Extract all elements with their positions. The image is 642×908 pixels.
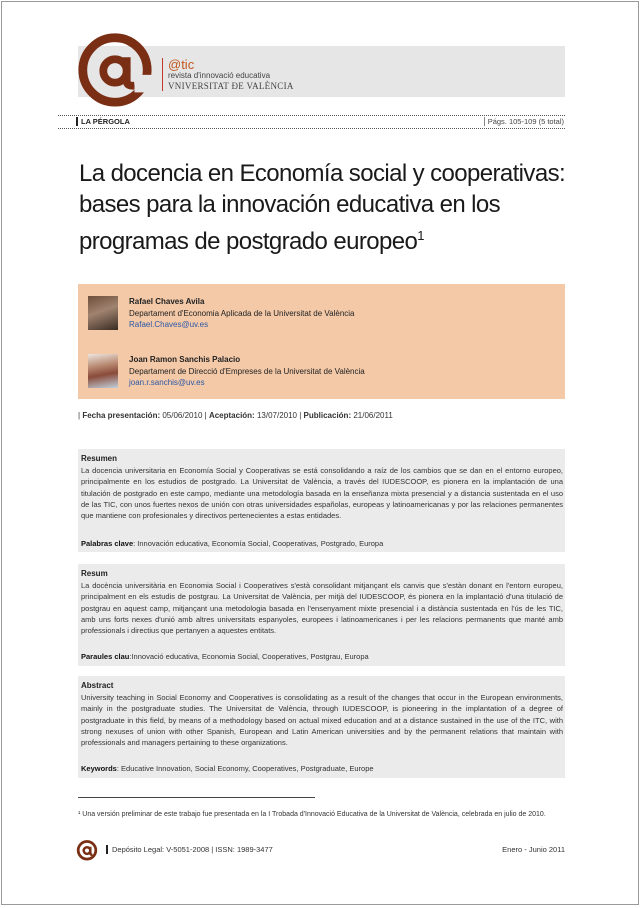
journal-at-logo-icon <box>76 30 154 108</box>
author-affiliation: Departament de Direcció d'Empreses de la Universitat de València <box>129 366 365 376</box>
keywords-values: Educative Innovation, Social Economy, Cooperatives, Postgraduate, Europe <box>121 764 374 773</box>
university-name: VNIVERSITAT ÐE VALÈNCIA <box>168 81 294 91</box>
presented-date: 05/06/2010 <box>162 411 203 420</box>
author-info <box>129 354 549 389</box>
section-label: LA PÉRGOLA <box>76 117 130 126</box>
publication-dates: | Fecha presentación: 05/06/2010 | Aceptación: 13/07/2010 | Publicación: 21/06/2011 <box>78 411 393 420</box>
keywords-values: Innovació educativa, Economia Social, Cooperatives, Postgrau, Europa <box>131 652 369 661</box>
abstract-heading: Resum <box>81 569 108 578</box>
divider-bottom <box>58 128 565 129</box>
published-date: 21/06/2011 <box>353 411 393 420</box>
keywords-label: Keywords <box>81 764 117 773</box>
author-photo <box>88 296 118 330</box>
footer-legal: Depósito Legal: V-5051-2008 | ISSN: 1989-3477 <box>106 845 273 854</box>
published-label: Publicación: <box>303 411 352 420</box>
keywords-line: Palabras clave: Innovación educativa, Economía Social, Cooperativas, Postgrado, Europa <box>81 539 384 548</box>
keywords-line: Keywords: Educative Innovation, Social Economy, Cooperatives, Postgraduate, Europe <box>81 764 374 773</box>
authors-panel <box>78 284 565 399</box>
journal-brand <box>162 58 294 91</box>
abstract-heading: Resumen <box>81 454 118 463</box>
author-affiliation: Departament d'Economia Aplicada de la Universitat de València <box>129 308 355 318</box>
presented-label: Fecha presentación: <box>82 411 161 420</box>
footer-issue: Enero - Junio 2011 <box>502 845 565 854</box>
keywords-label: Palabras clave <box>81 539 134 548</box>
abstract-ca <box>78 564 565 666</box>
abstract-text: University teaching in Social Economy and Cooperatives is consolidating as a result of the changes that occur in the European environments, mainly in the postgraduate studies. The Universitat de València, through IUDESCOOP, is pioneering in the implantation of a degree of postgraduate in this field, by means of a methodology based on actual mixed education and at a distance sustained in the use of the ITC, with strong nexuses of union with other Spanish, European and Latin American universities and by the permanent relations that maintain with professionals and managers pertaining to these organizations. <box>81 693 563 748</box>
accepted-label: Aceptación: <box>208 411 255 420</box>
author-info <box>129 296 549 331</box>
keywords-line: Paraules clau:Innovació educativa, Economia Social, Cooperatives, Postgrau, Europa <box>81 652 369 661</box>
author-email[interactable]: joan.r.sanchis@uv.es <box>129 378 205 387</box>
abstract-text: La docència universitària en Economia Social i Cooperatives s'està consolidant mitjançant els canvis que s'estàn donant en l'entorn europeu, principalment en els estudis de postgrau. La Universitat de València, per mitjà del IUDESCOOP, és pionera en la implantació d'una titulació de postgrau en aquest camp, mitjançant una metodologia basada en l'ensenyament mixte presencial i a distància sustentada en l'ús de les TIC, amb uns forts nexes d'unió amb altres universitats espanyoles, europees i latinoamericanes i per les relacions permanents que manté amb professionals i directius que pertanyen a aquestes entitats. <box>81 581 563 636</box>
author-email[interactable]: Rafael.Chaves@uv.es <box>129 320 209 329</box>
author-name: Rafael Chaves Avila <box>129 297 205 306</box>
accepted-date: 13/07/2010 <box>256 411 298 420</box>
divider-top <box>58 115 565 116</box>
keywords-values: Innovación educativa, Economía Social, Cooperativas, Postgrado, Europa <box>137 539 384 548</box>
title-footnote-marker: 1 <box>417 228 424 243</box>
abstract-en <box>78 676 565 778</box>
pages-label: Págs. 105-109 (5 total) <box>484 117 564 126</box>
abstract-es <box>78 449 565 552</box>
journal-name: @tic <box>168 57 195 72</box>
author-photo <box>88 354 118 388</box>
footnote: ¹ Una versión preliminar de este trabajo fue presentada en la I Trobada d'Innovació Educativa de la Universitat de València, celebrada en julio de 2010. <box>78 811 546 818</box>
abstract-heading: Abstract <box>81 681 114 690</box>
article-title-text: La docencia en Economía social y cooperativas: bases para la innovación educativa en los programas de postgrado europeo <box>79 160 566 255</box>
footer-at-logo-icon <box>76 839 98 861</box>
abstract-text: La docencia universitaria en Economía Social y Cooperativas se está consolidando a raíz de los cambios que se dan en el entorno europeo, principalmente en los estudios de postgrado. La Universitat de València, a través del IUDESCOOP, es pionera en la implantación de una titulación de postgrado en este campo, mediante una metodología basada en la enseñanza mixta presencial y a distancia sustentada en el uso de las TIC, con unos fuertes nexos de unión con otras universidades españolas, europeas y latinoamericanas y por las relaciones permanentes que mantiene con profesionales y directivos pertenecientes a estas entidades. <box>81 466 563 521</box>
journal-subtitle: revista d'innovació educativa <box>168 71 271 80</box>
footnote-rule <box>78 797 315 798</box>
article-title <box>79 158 569 257</box>
keywords-label: Paraules clau <box>81 652 130 661</box>
author-name: Joan Ramon Sanchis Palacio <box>129 355 241 364</box>
